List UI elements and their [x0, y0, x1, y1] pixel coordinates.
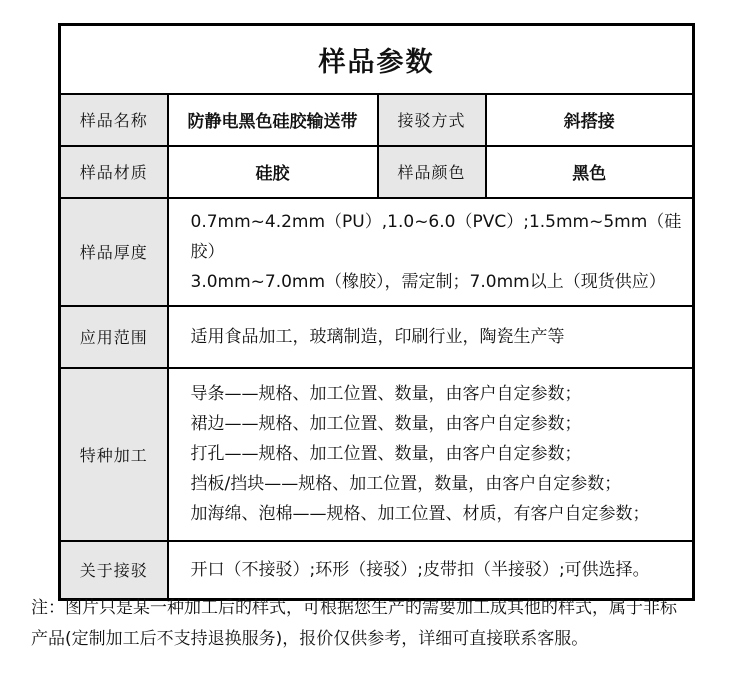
special-line-1: 导条——规格、加工位置、数量，由客户自定参数； [190, 384, 582, 404]
sample-color-value: 黑色 [486, 146, 694, 198]
footnote-line-2: 产品(定制加工后不支持退换服务)，报价仅供参考，详细可直接联系客服。 [31, 629, 589, 649]
row-about-joint [60, 541, 694, 600]
special-line-4: 挡板/挡块——规格、加工位置，数量，由客户自定参数； [190, 474, 622, 494]
special-processing-label: 特种加工 [60, 368, 168, 541]
sample-material-value: 硅胶 [168, 146, 378, 198]
footnote-line-1: 注：图片只是某一种加工后的样式，可根据您生产的需要加工成其他的样式，属于非标 [31, 598, 677, 618]
sample-material-label: 样品材质 [60, 146, 168, 198]
application-label: 应用范围 [60, 306, 168, 368]
sample-name-label: 样品名称 [60, 94, 168, 146]
row-application [60, 306, 694, 368]
sample-name-value: 防静电黑色硅胶输送带 [168, 94, 378, 146]
joint-method-label: 接驳方式 [378, 94, 486, 146]
row-material-color [60, 146, 694, 198]
row-special-processing [60, 368, 694, 541]
thickness-line-1: 0.7mm~4.2mm（PU）,1.0~6.0（PVC）;1.5mm~5mm（硅胶） [190, 211, 682, 262]
row-name-joint [60, 94, 694, 146]
sample-parameters-table [58, 23, 695, 601]
table-title: 样品参数 [60, 25, 694, 94]
special-line-3: 打孔——规格、加工位置、数量，由客户自定参数； [190, 444, 582, 464]
special-line-5: 加海绵、泡棉——规格、加工位置、材质，有客户自定参数； [190, 504, 650, 524]
application-value: 适用食品加工，玻璃制造，印刷行业，陶瓷生产等 [168, 306, 694, 368]
thickness-line-2: 3.0mm~7.0mm（橡胶），需定制；7.0mm以上（现货供应） [190, 271, 666, 292]
row-thickness [60, 198, 694, 306]
special-processing-value [168, 368, 694, 541]
sample-color-label: 样品颜色 [378, 146, 486, 198]
special-line-2: 裙边——规格、加工位置、数量，由客户自定参数； [190, 414, 582, 434]
joint-method-value: 斜搭接 [486, 94, 694, 146]
about-joint-value: 开口（不接驳）;环形（接驳）;皮带扣（半接驳）;可供选择。 [168, 541, 694, 600]
sample-thickness-value [168, 198, 694, 306]
sample-thickness-label: 样品厚度 [60, 198, 168, 306]
title-row [60, 25, 694, 94]
footnote [31, 593, 723, 655]
about-joint-label: 关于接驳 [60, 541, 168, 600]
